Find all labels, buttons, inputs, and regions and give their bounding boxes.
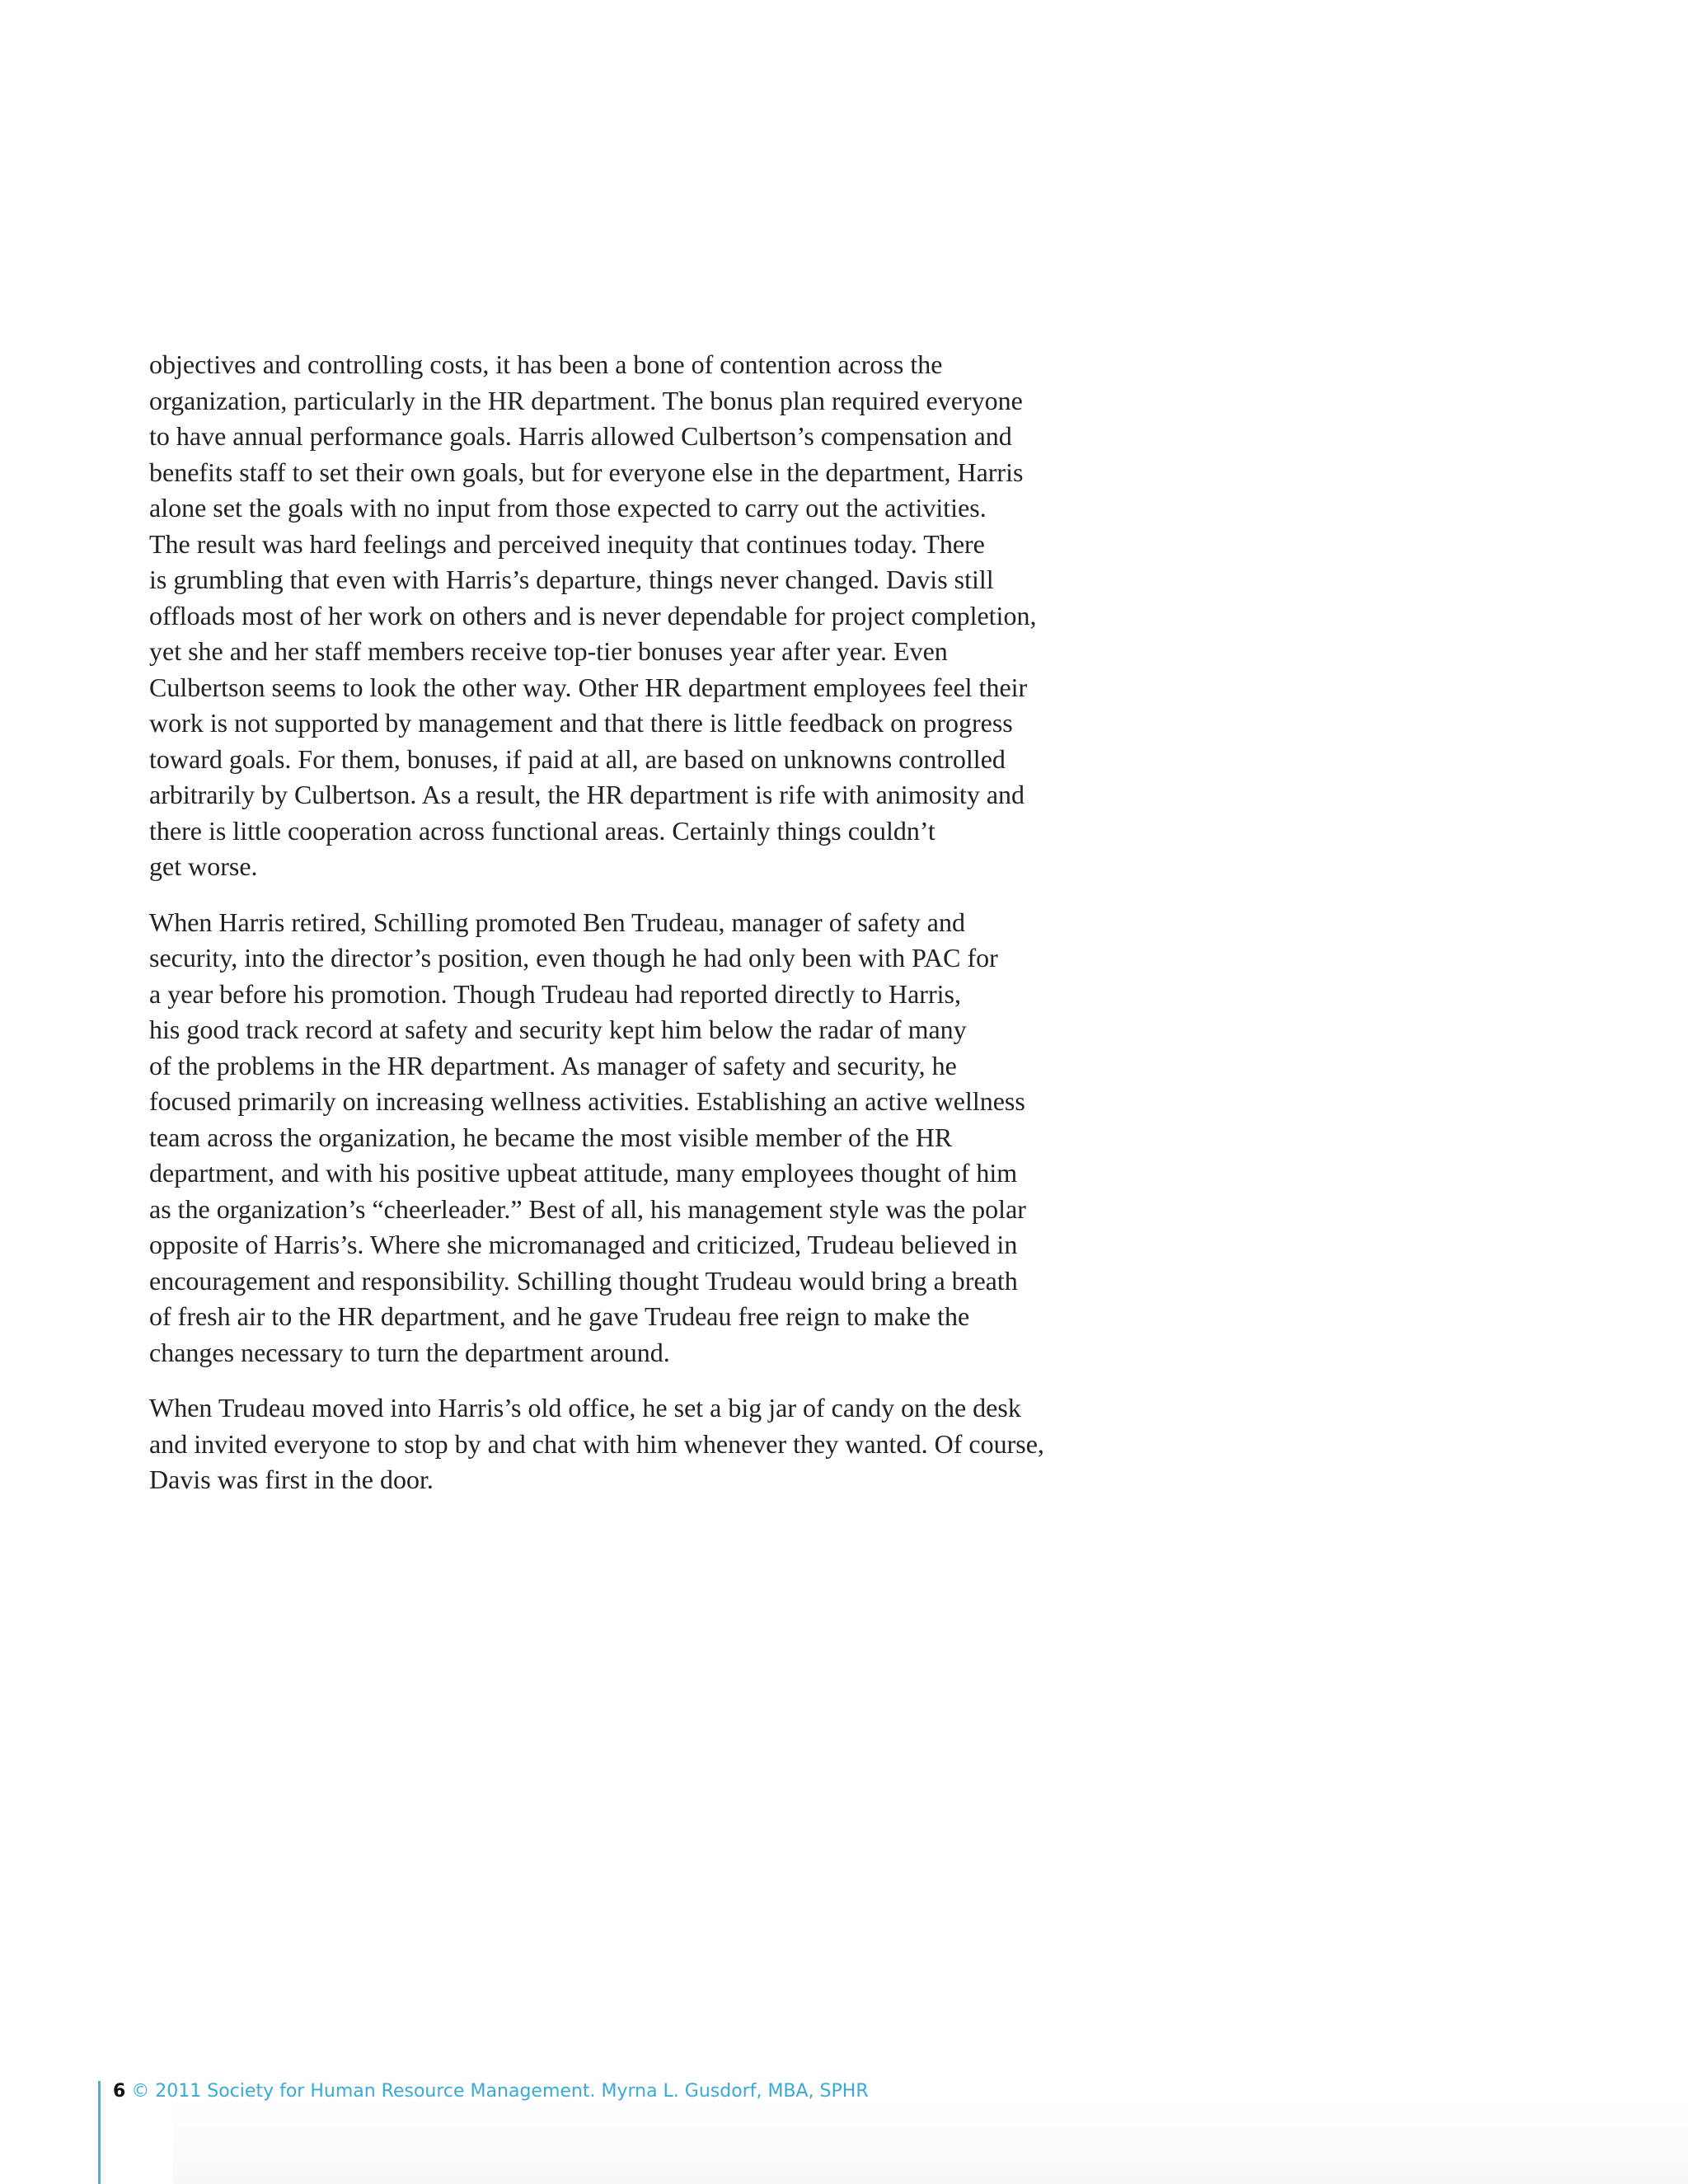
- text-line: When Harris retired, Schilling promoted Ben Trudeau, manager of safety and: [149, 907, 965, 937]
- footer-rule: [98, 2081, 101, 2184]
- text-line: objectives and controlling costs, it has been a bone of contention across the: [149, 349, 943, 379]
- paragraph-3: [149, 1390, 1122, 1498]
- text-line: organization, particularly in the HR department. The bonus plan required everyone: [149, 385, 1023, 415]
- text-line: Culbertson seems to look the other way. Other HR department employees feel their: [149, 672, 1028, 702]
- text-line: benefits staff to set their own goals, but for everyone else in the department, Harris: [149, 457, 1024, 487]
- text-line: of the problems in the HR department. As manager of safety and security, he: [149, 1050, 957, 1080]
- text-line: a year before his promotion. Though Trudeau had reported directly to Harris,: [149, 978, 961, 1009]
- paragraph-2: [149, 905, 1122, 1371]
- text-line: toward goals. For them, bonuses, if paid at all, are based on unknowns controlled: [149, 743, 1006, 774]
- text-line: The result was hard feelings and perceived inequity that continues today. There: [149, 528, 985, 559]
- page-footer: [113, 2080, 869, 2103]
- text-line: arbitrarily by Culbertson. As a result, the HR department is rife with animosity and: [149, 780, 1025, 809]
- text-line: offloads most of her work on others and is never dependable for project completion,: [149, 600, 1037, 630]
- text-line: yet she and her staff members receive top-tier bonuses year after year. Even: [149, 636, 948, 666]
- text-line: his good track record at safety and security kept him below the radar of many: [149, 1015, 967, 1044]
- text-line: opposite of Harris’s. Where she micromanaged and criticized, Trudeau believed in: [149, 1230, 1018, 1259]
- text-line: get worse.: [149, 851, 258, 881]
- text-line: as the organization’s “cheerleader.” Best of all, his management style was the polar: [149, 1193, 1026, 1224]
- page-number: 6: [113, 2081, 126, 2102]
- text-line: is grumbling that even with Harris’s departure, things never changed. Davis still: [149, 565, 994, 594]
- text-line: security, into the director’s position, even though he had only been with PAC for: [149, 943, 998, 972]
- text-line: alone set the goals with no input from those expected to carry out the activities.: [149, 493, 987, 523]
- copyright-notice: © 2011 Society for Human Resource Management. Myrna L. Gusdorf, MBA, SPHR: [131, 2081, 869, 2102]
- text-line: team across the organization, he became the most visible member of the HR: [149, 1122, 953, 1152]
- text-line: changes necessary to turn the department around.: [149, 1337, 670, 1367]
- text-line: encouragement and responsibility. Schilling thought Trudeau would bring a breath: [149, 1265, 1018, 1296]
- text-line: department, and with his positive upbeat attitude, many employees thought of him: [149, 1158, 1018, 1188]
- text-line: and invited everyone to stop by and chat with him whenever they wanted. Of course,: [149, 1428, 1044, 1459]
- text-line: of fresh air to the HR department, and he gave Trudeau free reign to make the: [149, 1301, 970, 1331]
- text-line: to have annual performance goals. Harris allowed Culbertson’s compensation and: [149, 421, 1012, 451]
- paragraph-1: [149, 347, 1122, 885]
- body-text: [149, 347, 1122, 1518]
- text-line: there is little cooperation across functional areas. Certainly things couldn’t: [149, 815, 935, 846]
- bottom-shade: [173, 2097, 1688, 2184]
- text-line: Davis was first in the door.: [149, 1465, 434, 1494]
- text-line: When Trudeau moved into Harris’s old office, he set a big jar of candy on the desk: [149, 1393, 1021, 1422]
- text-line: work is not supported by management and that there is little feedback on progress: [149, 708, 1013, 738]
- text-line: focused primarily on increasing wellness activities. Establishing an active wellness: [149, 1086, 1025, 1116]
